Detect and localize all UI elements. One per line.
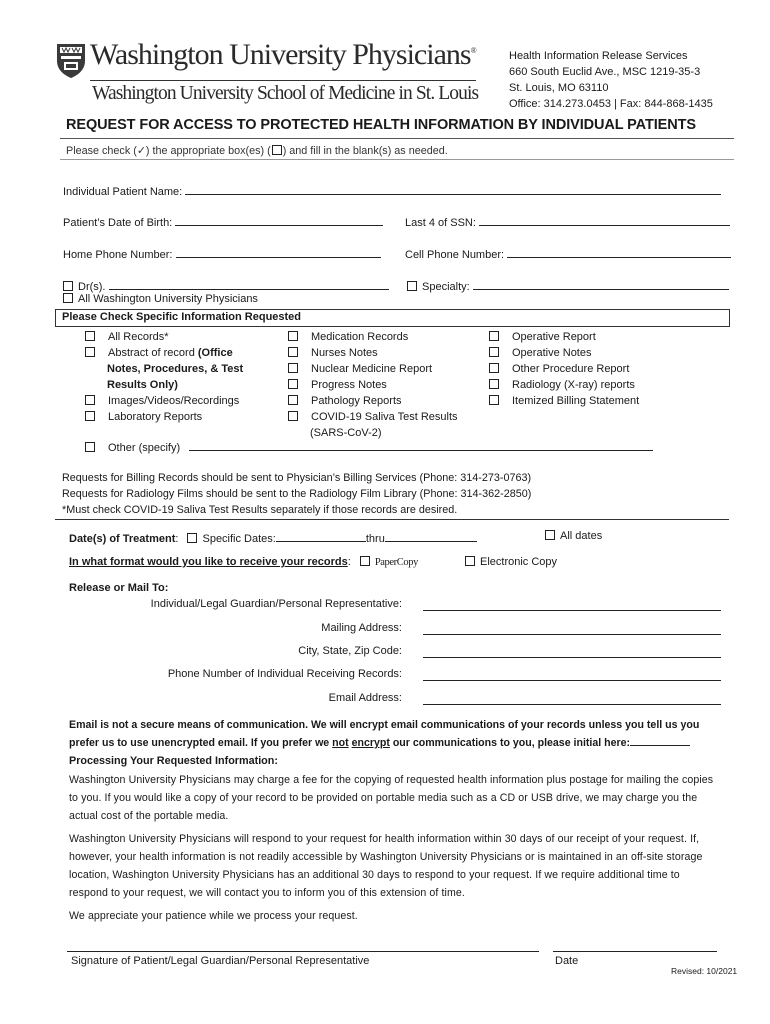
option-other-procedure[interactable]: Other Procedure Report xyxy=(489,361,639,377)
check-mark-icon: ✓ xyxy=(136,145,146,157)
release-heading: Release or Mail To: xyxy=(69,582,169,594)
form-title: REQUEST FOR ACCESS TO PROTECTED HEALTH INFORMATION BY INDIVIDUAL PATIENTS xyxy=(66,117,696,133)
release-label: City, State, Zip Code: xyxy=(298,645,402,657)
checkbox-icon[interactable] xyxy=(489,395,499,405)
response-paragraph: Washington University Physicians will respond to your request for health information within 30 days of our receipt of your request. If, however, your health information is not readily accessible by Washington University Physicians or is maintained in an off-site storage location, Washington University Physicians has an additional 30 days to respond to your request. If we require additional time to respond to your request, we will contact you to inform you of this extension of time. xyxy=(69,833,703,899)
checkbox-icon[interactable] xyxy=(85,411,95,421)
notes-rule xyxy=(55,519,729,520)
date-label: Date xyxy=(555,955,579,967)
processing-paragraph: Washington University Physicians may charge a fee for the copying of requested health information plus postage for mailing the copies to you. If you would like a copy of your record to be provided on portable media such as a CD or USB drive, we may charge you the actual cost of the portable media. xyxy=(69,774,714,822)
specialty-checkbox[interactable] xyxy=(407,281,417,291)
treatment-row: Date(s) of Treatment: Specific Dates: thru xyxy=(69,530,477,545)
checkbox-icon[interactable] xyxy=(288,331,298,341)
notes-block xyxy=(62,470,531,518)
checkbox-icon[interactable] xyxy=(489,363,499,373)
specific-dates-checkbox[interactable] xyxy=(187,533,197,543)
patient-name-field[interactable] xyxy=(185,183,721,195)
option-billing[interactable]: Itemized Billing Statement xyxy=(489,393,639,409)
checkbox-icon[interactable] xyxy=(85,395,95,405)
records-col-3 xyxy=(489,329,639,409)
instruction-rule xyxy=(60,159,734,160)
patient-name-row: Individual Patient Name: xyxy=(63,183,721,198)
records-col-1: All Records* Abstract of record (Office Notes, Procedures, & Test Results Only) Images/Videos/Recordings Laboratory Reports xyxy=(85,329,243,425)
paper-copy-checkbox[interactable] xyxy=(360,556,370,566)
radiology-note: Requests for Radiology Films should be sent to the Radiology Film Library (Phone: 314-362-2850) xyxy=(62,488,532,500)
checkbox-icon[interactable] xyxy=(489,379,499,389)
dob-row: Patient’s Date of Birth: xyxy=(63,214,383,229)
checkbox-icon[interactable] xyxy=(288,395,298,405)
cell-phone-field[interactable] xyxy=(507,246,731,258)
address-line: Health Information Release Services xyxy=(509,50,688,62)
covid-note: *Must check COVID-19 Saliva Test Results separately if those records are desired. xyxy=(62,504,458,516)
option-all-records[interactable]: All Records* xyxy=(85,329,243,345)
release-label: Email Address: xyxy=(328,692,402,704)
revised-date: Revised: 10/2021 xyxy=(671,966,738,976)
option-medication[interactable]: Medication Records xyxy=(288,329,458,345)
signature-label: Signature of Patient/Legal Guardian/Personal Representative xyxy=(71,955,370,967)
checkbox-icon[interactable] xyxy=(288,379,298,389)
drs-field[interactable] xyxy=(109,278,389,290)
electronic-copy-checkbox[interactable] xyxy=(465,556,475,566)
other-specify-field[interactable] xyxy=(189,439,653,451)
specific-info-heading: Please Check Specific Information Requested xyxy=(62,311,302,323)
checkbox-icon[interactable] xyxy=(489,347,499,357)
other-checkbox[interactable] xyxy=(85,442,95,452)
records-col-2: Medication Records Nurses Notes Nuclear Medicine Report Progress Notes Pathology Reports COVID-19 Saliva Test Results (SARS-CoV-2) xyxy=(288,329,458,441)
all-dates-row: All dates xyxy=(545,530,602,542)
address-line: Office: 314.273.0453 | Fax: 844-868-1435 xyxy=(509,98,713,110)
end-date-field[interactable] xyxy=(385,530,477,542)
mailing-address-field[interactable] xyxy=(423,623,721,635)
dob-field[interactable] xyxy=(175,214,383,226)
option-operative-notes[interactable]: Operative Notes xyxy=(489,345,639,361)
guardian-field[interactable] xyxy=(423,599,721,611)
ssn-row: Last 4 of SSN: xyxy=(405,214,730,229)
option-nuclear[interactable]: Nuclear Medicine Report xyxy=(288,361,458,377)
ssn-field[interactable] xyxy=(479,214,730,226)
signature-field[interactable] xyxy=(67,940,539,952)
checkbox-icon[interactable] xyxy=(489,331,499,341)
all-dates-checkbox[interactable] xyxy=(545,530,555,540)
other-specify-row: Other (specify) xyxy=(85,439,653,454)
release-label: Phone Number of Individual Receiving Records: xyxy=(167,668,402,680)
billing-note: Requests for Billing Records should be sent to Physician’s Billing Services (Phone: 314-273-0763) xyxy=(62,472,532,484)
option-nurses[interactable]: Nurses Notes xyxy=(288,345,458,361)
start-date-field[interactable] xyxy=(276,530,366,542)
email-field[interactable] xyxy=(423,693,721,705)
processing-heading: Processing Your Requested Information: xyxy=(69,755,278,767)
checkbox-icon[interactable] xyxy=(288,347,298,357)
receiver-phone-field[interactable] xyxy=(423,669,721,681)
release-label: Mailing Address: xyxy=(321,622,402,634)
electronic-row: Electronic Copy xyxy=(465,556,557,568)
option-abstract[interactable]: Abstract of record (Office xyxy=(85,345,243,361)
all-physicians-checkbox[interactable] xyxy=(63,293,73,303)
format-row: In what format would you like to receive your records: PaperCopy xyxy=(69,556,418,568)
option-radiology[interactable]: Radiology (X-ray) reports xyxy=(489,377,639,393)
email-notice: Email is not a secure means of communication. We will encrypt email communications of your records unless you tell us you prefer us to use unencrypted email. If you prefer we not encrypt our communications to you, please initial here: xyxy=(69,719,700,749)
checkbox-icon xyxy=(272,145,282,155)
release-label: Individual/Legal Guardian/Personal Representative: xyxy=(150,598,402,610)
checkbox-icon[interactable] xyxy=(288,363,298,373)
cell-phone-row: Cell Phone Number: xyxy=(405,246,731,261)
option-operative-report[interactable]: Operative Report xyxy=(489,329,639,345)
option-pathology[interactable]: Pathology Reports xyxy=(288,393,458,409)
initial-field[interactable] xyxy=(630,734,690,746)
checkbox-icon[interactable] xyxy=(288,411,298,421)
option-covid[interactable]: COVID-19 Saliva Test Results xyxy=(288,409,458,425)
address-line: 660 South Euclid Ave., MSC 1219-35-3 xyxy=(509,66,701,78)
city-state-zip-field[interactable] xyxy=(423,646,721,658)
address-block xyxy=(509,48,713,112)
title-rule xyxy=(60,138,734,139)
option-lab[interactable]: Laboratory Reports xyxy=(85,409,243,425)
home-phone-field[interactable] xyxy=(176,246,381,258)
option-progress[interactable]: Progress Notes xyxy=(288,377,458,393)
all-physicians-row: All Washington University Physicians xyxy=(63,293,258,305)
logo-wordmark: Washington University Physicians® xyxy=(90,38,476,71)
instruction-text: Please check (✓) the appropriate box(es) ( ) and fill in the blank(s) as needed. xyxy=(66,145,448,157)
logo-rule xyxy=(90,80,476,81)
option-images[interactable]: Images/Videos/Recordings xyxy=(85,393,243,409)
specialty-field[interactable] xyxy=(473,278,729,290)
drs-row: Dr(s). xyxy=(63,278,389,293)
checkbox-icon[interactable] xyxy=(85,347,95,357)
checkbox-icon[interactable] xyxy=(85,331,95,341)
address-line: St. Louis, MO 63110 xyxy=(509,82,609,94)
logo-subline: Washington University School of Medicine in St. Louis xyxy=(92,83,479,104)
wu-shield-logo xyxy=(56,43,86,79)
home-phone-row: Home Phone Number: xyxy=(63,246,381,261)
specialty-row: Specialty: xyxy=(407,278,729,293)
drs-checkbox[interactable] xyxy=(63,281,73,291)
date-field[interactable] xyxy=(553,940,717,952)
patience-paragraph: We appreciate your patience while we process your request. xyxy=(69,910,358,922)
